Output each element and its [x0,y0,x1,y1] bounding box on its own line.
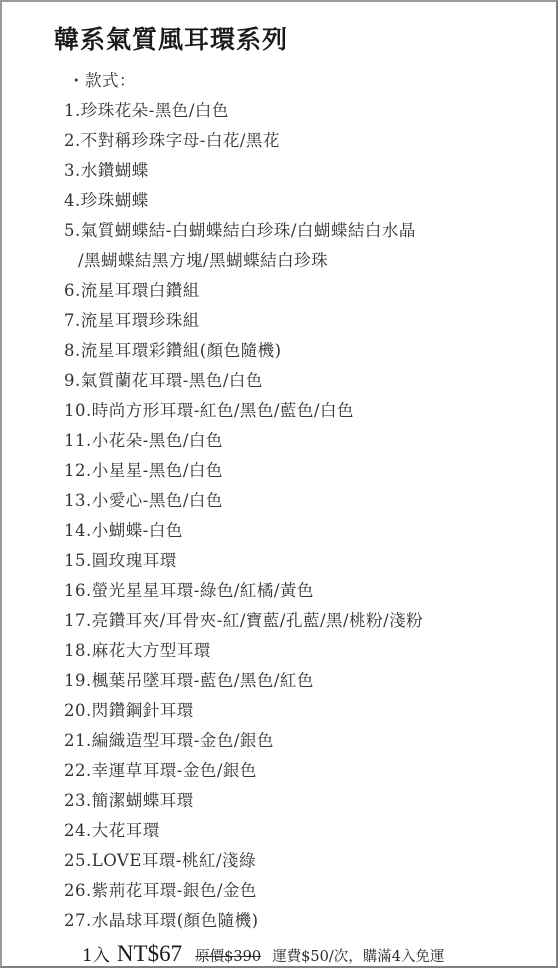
list-item: 1.珍珠花朵-黑色/白色 [64,101,229,120]
list-item: 7.流星耳環珍珠組 [64,311,200,330]
list-item: 6.流星耳環白鑽組 [64,281,200,300]
list-item: 23.簡潔蝴蝶耳環 [64,791,194,810]
list-item: 17.亮鑽耳夾/耳骨夾-紅/寶藍/孔藍/黑/桃粉/淺粉 [64,611,424,630]
list-item: 12.小星星-黑色/白色 [64,461,223,480]
list-item: 24.大花耳環 [64,821,160,840]
list-item: 4.珍珠蝴蝶 [64,191,149,210]
list-item: 16.螢光星星耳環-綠色/紅橘/黃色 [64,581,314,600]
style-list [64,66,544,936]
list-item: 10.時尚方形耳環-紅色/黑色/藍色/白色 [64,401,354,420]
list-item: 9.氣質蘭花耳環-黑色/白色 [64,371,263,390]
styles-heading: ・款式： [68,71,136,90]
quantity-label: 1入 [82,946,110,966]
list-item: 14.小蝴蝶-白色 [64,521,183,540]
list-item: 18.麻花大方型耳環 [64,641,211,660]
list-item: 13.小愛心-黑色/白色 [64,491,223,510]
list-item: 11.小花朵-黑色/白色 [64,431,223,450]
list-item: 26.紫荊花耳環-銀色/金色 [64,881,257,900]
pricing-line [82,938,444,970]
list-item: 8.流星耳環彩鑽組(顏色隨機) [64,341,282,360]
list-item: 15.圓玫瑰耳環 [64,551,177,570]
list-item: 2.不對稱珍珠字母-白花/黑花 [64,131,280,150]
original-price: 原價$390 [195,949,262,965]
list-item-continuation: /黑蝴蝶結黑方塊/黑蝴蝶結白珍珠 [78,251,329,270]
list-item: 3.水鑽蝴蝶 [64,161,149,180]
list-item: 27.水晶球耳環(顏色隨機) [64,911,259,930]
sale-price: NT$67 [116,941,183,966]
list-item: 20.閃鑽鋼針耳環 [64,701,194,720]
list-item: 25.LOVE耳環-桃紅/淺綠 [64,851,257,870]
list-item: 21.編織造型耳環-金色/銀色 [64,731,274,750]
shipping-info: 運費$50/次，購滿4入免運 [272,949,445,965]
list-item: 22.幸運草耳環-金色/銀色 [64,761,257,780]
list-item: 5.氣質蝴蝶結-白蝴蝶結白珍珠/白蝴蝶結白水晶 [64,221,416,240]
page-title: 韓系氣質風耳環系列 [54,25,289,54]
list-item: 19.楓葉吊墜耳環-藍色/黑色/紅色 [64,671,314,690]
